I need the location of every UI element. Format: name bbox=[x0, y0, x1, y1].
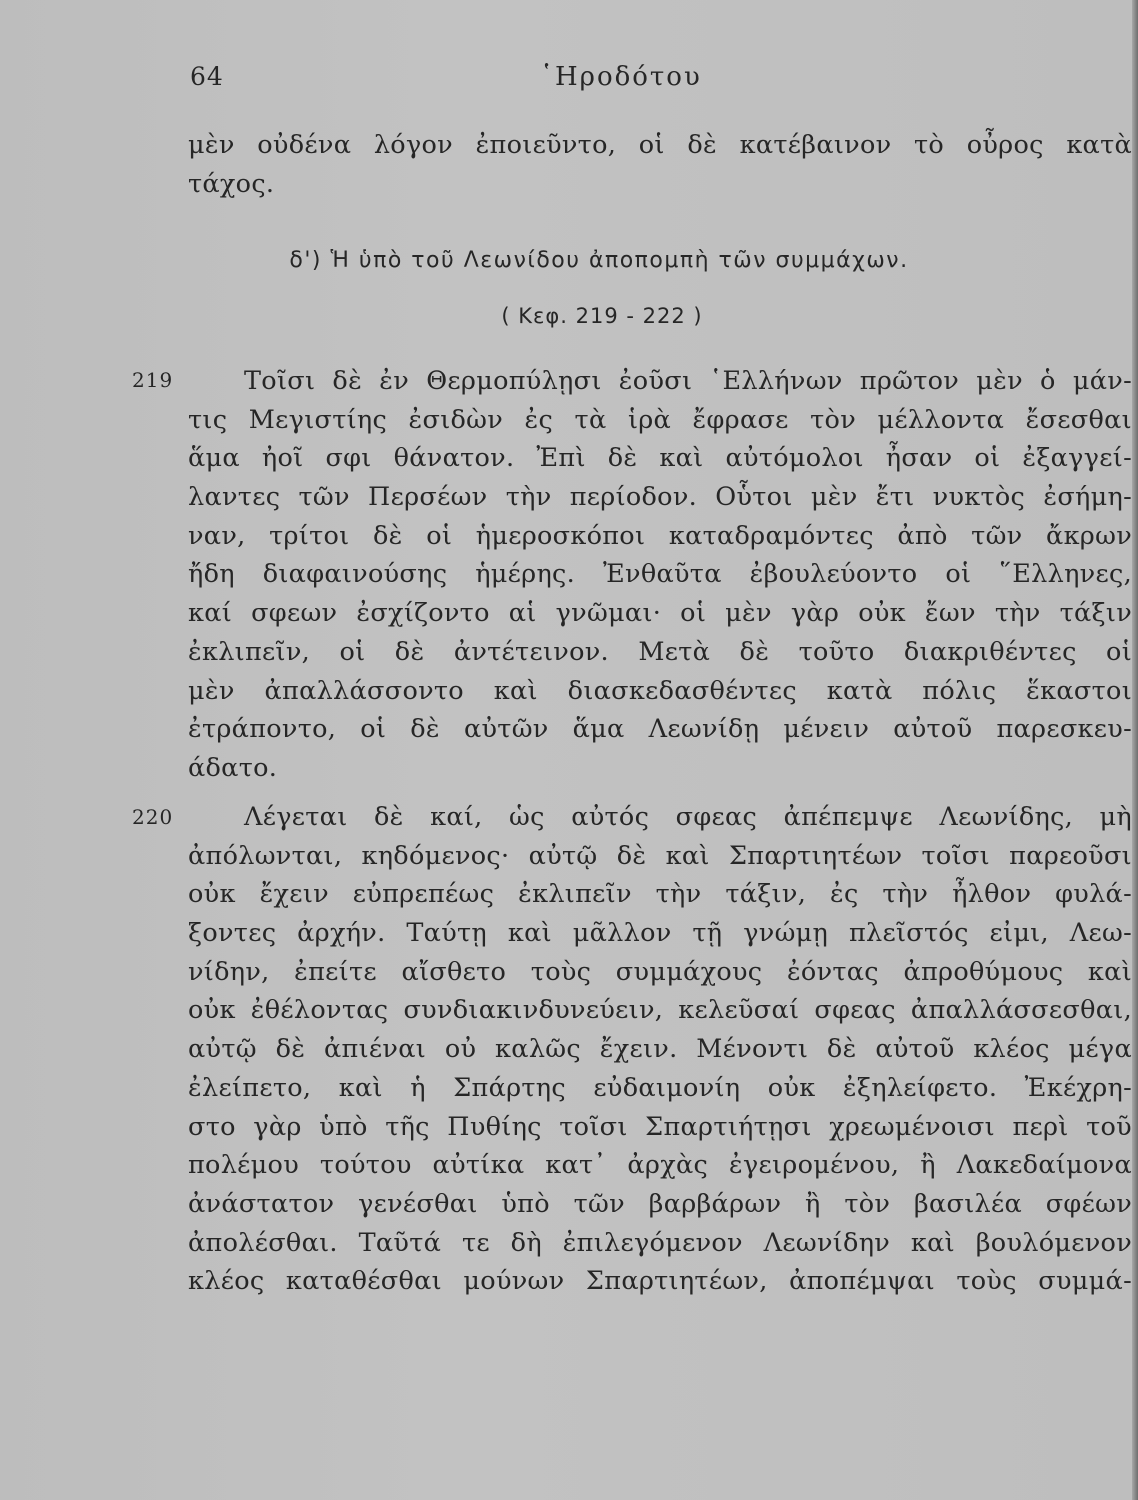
text-line: μὲν ἀπαλλάσσοντο καὶ διασκεδασθέντες κατὰ πόλις ἕκαστοι bbox=[188, 675, 1132, 706]
text-line: τάχος. bbox=[188, 168, 275, 199]
text-line: ἀνάστατον γενέσθαι ὑπὸ τῶν βαρβάρων ἢ τὸν βασιλέα σφέων bbox=[188, 1188, 1132, 1219]
text-line: οὐκ ἔχειν εὐπρεπέως ἐκλιπεῖν τὴν τάξιν, ἐς τὴν ἦλθον φυλά- bbox=[188, 879, 1132, 910]
text-line: τις Μεγιστίης ἐσιδὼν ἐς τὰ ἱρὰ ἔφρασε τὸν μέλλοντα ἔσεσθαι bbox=[188, 404, 1132, 435]
text-line: ἅμα ἠοῖ σφι θάνατον. Ἐπὶ δὲ καὶ αὐτόμολοι ἦσαν οἱ ἐξαγγεί- bbox=[188, 443, 1132, 474]
page-edge bbox=[1132, 0, 1138, 1500]
paragraph-219 bbox=[188, 362, 1132, 788]
text-line: νίδην, ἐπείτε αἴσθετο τοὺς συμμάχους ἐόντας ἀπροθύμους καὶ bbox=[188, 956, 1132, 987]
text-line: πολέμου τούτου αὐτίκα κατ᾽ ἀρχὰς ἐγειρομένου, ἢ Λακεδαίμονα bbox=[188, 1150, 1132, 1181]
text-line: κλέος καταθέσθαι μούνων Σπαρτιητέων, ἀποπέμψαι τοὺς συμμά- bbox=[188, 1266, 1132, 1297]
text-line: ξοντες ἀρχήν. Ταύτῃ καὶ μᾶλλον τῇ γνώμῃ πλεῖστός εἰμι, Λεω- bbox=[188, 918, 1132, 949]
text-line: καί σφεων ἐσχίζοντο αἱ γνῶμαι· οἱ μὲν γὰρ οὐκ ἔων τὴν τάξιν bbox=[188, 598, 1132, 629]
text-line: ἐλείπετο, καὶ ἡ Σπάρτης εὐδαιμονίη οὐκ ἐξηλείφετο. Ἐκέχρη- bbox=[188, 1072, 1132, 1103]
text-line: ἐτράποντο, οἱ δὲ αὐτῶν ἅμα Λεωνίδῃ μένειν αὐτοῦ παρεσκευ- bbox=[188, 714, 1132, 745]
text-line: οὐκ ἐθέλοντας συνδιακινδυνεύειν, κελεῦσαί σφεας ἀπαλλάσσεσθαι, bbox=[188, 995, 1132, 1026]
text-line: ναν, τρίτοι δὲ οἱ ἡμεροσκόποι καταδραμόντες ἀπὸ τῶν ἄκρων bbox=[188, 520, 1132, 551]
text-line: ἀπόλωνται, κηδόμενος· αὐτῷ δὲ καὶ Σπαρτιητέων τοῖσι παρεοῦσι bbox=[188, 840, 1132, 871]
section-heading: δ') Ἡ ὑπὸ τοῦ Λεωνίδου ἀποπομπὴ τῶν συμμάχων. bbox=[289, 248, 909, 273]
paragraph-number: 220 bbox=[132, 805, 174, 829]
text-line: λαντες τῶν Περσέων τὴν περίοδον. Οὗτοι μὲν ἔτι νυκτὸς ἐσήμη- bbox=[188, 482, 1132, 513]
text-line: μὲν οὐδένα λόγον ἐποιεῦντο, οἱ δὲ κατέβαινον τὸ οὖρος κατὰ bbox=[188, 130, 1132, 160]
text-line: ἀπολέσθαι. Ταῦτά τε δὴ ἐπιλεγόμενον Λεωνίδην καὶ βουλόμενον bbox=[188, 1227, 1132, 1258]
intro-text bbox=[188, 126, 1132, 203]
paragraph-number: 219 bbox=[132, 368, 174, 392]
text-line: στο γὰρ ὑπὸ τῆς Πυθίης τοῖσι Σπαρτιήτῃσι χρεωμένοισι περὶ τοῦ bbox=[188, 1111, 1132, 1142]
text-line: ἤδη διαφαινούσης ἡμέρης. Ἐνθαῦτα ἐβουλεύοντο οἱ ῞Ελληνες, bbox=[188, 559, 1132, 590]
running-title: ῾Ηροδότου bbox=[540, 62, 702, 92]
text-line: άδατο. bbox=[188, 752, 278, 783]
text-line: Τοῖσι δὲ ἐν Θερμοπύλῃσι ἐοῦσι ῾Ελλήνων πρῶτον μὲν ὁ μάν- bbox=[244, 366, 1132, 396]
paragraph-220 bbox=[188, 798, 1132, 1301]
page-number: 64 bbox=[190, 62, 224, 91]
text-line: αὐτῷ δὲ ἀπιέναι οὐ καλῶς ἔχειν. Μένοντι δὲ αὐτοῦ κλέος μέγα bbox=[188, 1034, 1132, 1065]
text-line: Λέγεται δὲ καί, ὡς αὐτός σφεας ἀπέπεμψε Λεωνίδης, μὴ bbox=[244, 802, 1132, 832]
running-head bbox=[0, 62, 1138, 102]
chapter-reference: ( Κεφ. 219 - 222 ) bbox=[501, 304, 703, 328]
text-line: ἐκλιπεῖν, οἱ δὲ ἀντέτεινον. Μετὰ δὲ τοῦτο διακριθέντες οἱ bbox=[188, 636, 1132, 667]
